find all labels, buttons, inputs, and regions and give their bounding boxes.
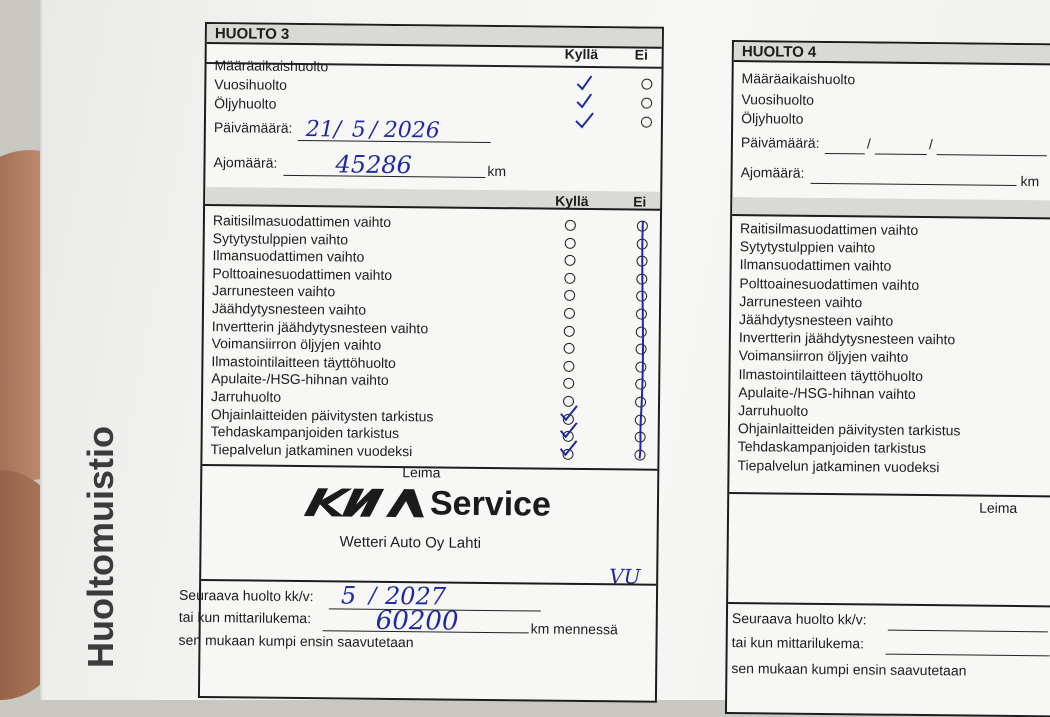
next-year: 2027 (384, 581, 447, 611)
date-line (937, 154, 1047, 156)
maintenance-item: Ilmastointilaitteen täyttöhuolto (738, 365, 924, 384)
maintenance-item: Raitisilmasuodattimen vaihto (212, 212, 392, 230)
odo-value: 60200 (375, 605, 459, 637)
stamp-label: Leima (402, 464, 441, 481)
row-oljyhuolto: Öljyhuolto (214, 95, 277, 112)
row-maaraaikaishuolto: Määräaikaishuolto (214, 57, 329, 75)
odo-label: tai kun mittarilukema: (731, 634, 865, 652)
maintenance-item: Voimansiirron öljyjen vaihto (738, 347, 909, 366)
maintenance-item: Invertterin jäähdytysnesteen vaihto (211, 317, 429, 336)
maintenance-item: Voimansiirron öljyjen vaihto (211, 335, 382, 354)
maintenance-item: Ohjainlaitteiden päivitysten tarkistus (737, 420, 961, 439)
maintenance-item: Tiepalvelun jatkaminen vuodeksi (737, 456, 940, 475)
maintenance-item: Tehdaskampanjoiden tarkistus (210, 423, 400, 442)
stamp-label: Leima (979, 499, 1018, 517)
signature: VU (609, 564, 641, 589)
card-header (734, 42, 1050, 65)
col-yes: Kyllä (555, 192, 589, 210)
date-day: 21 (305, 117, 335, 143)
checkmark-icon (554, 218, 677, 479)
maintenance-item: Apulaite-/HSG-hihnan vaihto (738, 383, 916, 402)
service-card-4: HUOLTO 4 Määräaikaishuolto Vuosihuolto Öljyhuolto Päivämäärä: / / Ajomäärä: km Raitisilmasuodattimen vaihto Sytytystulppien vaihto Ilmansuodattimen vaihto Polttoainesuodattimen vaihto Jarrunesteen vaihto Jäähdytysnesteen vaihto Invertterin jäähdytysnesteen vaihto Voimansiirron öljyjen vaihto Ilmastointilaitteen täyttöhuolto Apulaite-/HSG-hihnan vaihto Jarruhuolto Ohjainlaitteiden päivitysten tarkistus Tehdaskampanjoiden tarkistus Tiepalvelun jatkaminen vuodeksi Leima Seuraava huolto kk/v: tai kun mittarilukema: sen mukaan kumpi ensin saavutetaan (725, 40, 1050, 717)
subheader (205, 187, 660, 211)
maintenance-item: Apulaite-/HSG-hihnan vaihto (211, 370, 389, 389)
km-value: 45286 (335, 150, 413, 180)
maintenance-item: Sytytystulppien vaihto (739, 238, 876, 256)
maintenance-item: Polttoainesuodattimen vaihto (212, 264, 393, 283)
odo-label: tai kun mittarilukema: (178, 608, 312, 627)
km-label: Ajomäärä: (213, 154, 278, 171)
odo-line (886, 654, 1050, 657)
next-month: 5 (340, 581, 357, 610)
footer-note: sen mukaan kumpi ensin saavutetaan (731, 660, 967, 679)
maintenance-item: Jäähdytysnesteen vaihto (738, 311, 894, 329)
row-maaraaikaishuolto: Määräaikaishuolto (741, 70, 856, 88)
next-label: Seuraava huolto kk/v: (731, 610, 867, 628)
maintenance-item: Jarrunesteen vaihto (212, 282, 336, 300)
divider (728, 602, 1050, 607)
kia-logo-icon (302, 480, 427, 525)
card-title: HUOLTO 3 (214, 25, 290, 43)
col-no: Ei (634, 46, 649, 63)
subheader (732, 197, 1050, 219)
maintenance-item: Invertterin jäähdytysnesteen vaihto (738, 329, 956, 348)
next-label: Seuraava huolto kk/v: (178, 586, 314, 605)
maintenance-item: Raitisilmasuodattimen vaihto (739, 220, 919, 238)
km-unit: km (1020, 173, 1040, 190)
row-vuosihuolto: Vuosihuolto (741, 91, 815, 108)
km-unit: km (487, 162, 507, 180)
radio-circle-icon[interactable] (641, 79, 652, 90)
maintenance-item: Jäähdytysnesteen vaihto (211, 300, 367, 318)
maintenance-item: Ohjainlaitteiden päivitysten tarkistus (210, 405, 434, 425)
row-vuosihuolto: Vuosihuolto (214, 76, 288, 93)
maintenance-item: Jarruhuolto (210, 388, 282, 405)
date-month: 5 (351, 117, 367, 143)
card-title: HUOLTO 4 (741, 43, 817, 61)
radio-circle-icon[interactable] (641, 117, 652, 128)
maintenance-item: Ilmansuodattimen vaihto (739, 256, 892, 275)
stamp-dealer: Wetteri Auto Oy Lahti (339, 533, 482, 552)
km-label: Ajomäärä: (740, 164, 805, 181)
checkmark-icon (571, 72, 602, 134)
radio-circle-icon[interactable] (641, 98, 652, 109)
odo-unit: km mennessä (530, 620, 618, 638)
stamp-brand: Service (429, 484, 552, 524)
row-oljyhuolto: Öljyhuolto (741, 110, 804, 127)
maintenance-item: Ilmansuodattimen vaihto (212, 247, 365, 265)
maintenance-item: Jarruhuolto (738, 402, 809, 419)
maintenance-item: Tehdaskampanjoiden tarkistus (737, 438, 927, 457)
maintenance-item: Tiepalvelun jatkaminen vuodeksi (210, 440, 413, 459)
next-line (888, 630, 1048, 633)
footer-note: sen mukaan kumpi ensin saavutetaan (178, 631, 414, 651)
maintenance-item: Ilmastointilaitteen täyttöhuolto (211, 352, 396, 371)
maintenance-item: Jarrunesteen vaihto (739, 292, 863, 311)
spine-title: Huoltomuistio (80, 426, 121, 668)
col-yes: Kyllä (564, 45, 599, 63)
date-year: 2026 (383, 117, 441, 144)
maintenance-item: Sytytystulppien vaihto (212, 229, 349, 248)
date-label: Päivämäärä: (213, 119, 293, 136)
maintenance-item: Polttoainesuodattimen vaihto (739, 274, 920, 293)
date-label: Päivämäärä: (740, 134, 820, 151)
col-no: Ei (633, 193, 647, 210)
card-header (207, 24, 662, 49)
booklet-spine (58, 400, 138, 680)
divider (729, 492, 1050, 497)
km-line (810, 183, 1016, 186)
service-card-3: HUOLTO 3 Kyllä Ei Määräaikaishuolto Vuosihuolto Öljyhuolto Päivämäärä: 21 / 5 / 2026 Ajomäärä: 45286 km Kyllä Ei Raitisilmasuodattimen vaihto Sytytystulppien vaihto Ilmansuodattimen vaihto Polttoainesuodattimen vaihto Jarrunesteen vaihto Jäähdytysnesteen vaihto Invertterin jäähdytysnesteen vaihto Voimansiirron öljyjen vaihto Ilmastointilaitteen täyttöhuolto Apulaite-/HSG-hihnan vaihto Jarruhuolto Ohjainlaitteiden päivitysten tarkistus Tehdaskampanjoiden tarkistus Tiepalvelun jatkaminen vuodeksi Leima Service Wetteri Auto Oy Lahti VU Seuraava huolto kk/v: 5 / 2027 tai kun mittarilukema: 60200 km mennessä sen mukaan kumpi ensin saavutetaan (198, 22, 664, 703)
